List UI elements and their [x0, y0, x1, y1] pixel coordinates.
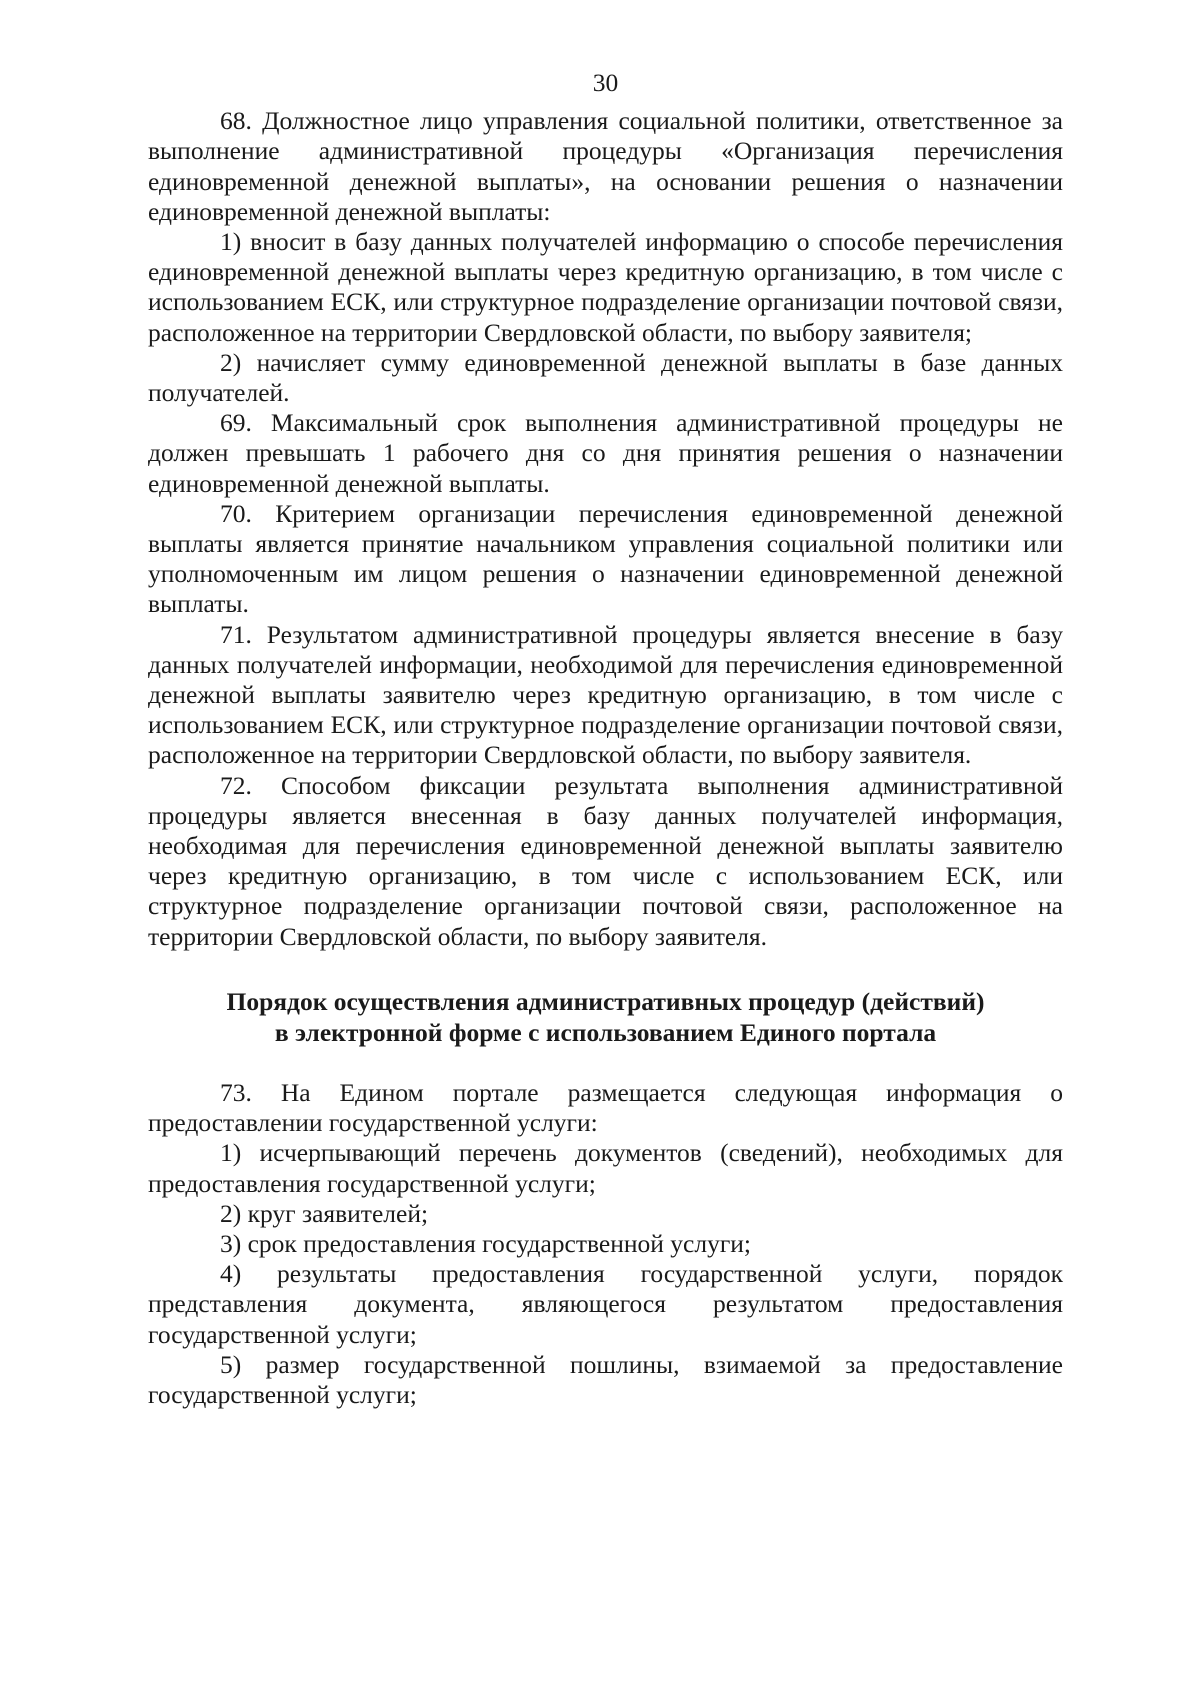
section-heading-line-2: в электронной форме с использованием Единого портала: [274, 1017, 937, 1047]
list-item-73-3: 3) срок предоставления государственной услуги;: [220, 1228, 752, 1258]
list-item-73-5: 5) размер государственной пошлины, взимаемой за предоставление государственной услуги;: [148, 1349, 1063, 1409]
page-number: 30: [592, 68, 619, 97]
list-item-73-2: 2) круг заявителей;: [220, 1198, 429, 1228]
paragraph-72: 72. Способом фиксации результата выполнения административной процедуры является внесенная в базу данных получателей информация, необходимая для перечисления единовременной денежной выплаты заявителю через кредитную организацию, в том числе с использованием ЕСК, или структурное подразделение организации почтовой связи, расположенное на территории Свердловской области, по выбору заявителя.: [148, 770, 1063, 951]
section-heading: [148, 986, 1063, 1048]
list-item-68-1: 1) вносит в базу данных получателей информацию о способе перечисления единовременной денежной выплаты через кредитную организацию, в том числе с использованием ЕСК, или структурное подразделение организации почтовой связи, расположенное на территории Свердловской области, по выбору заявителя;: [148, 227, 1063, 347]
list-item-68-2: 2) начисляет сумму единовременной денежной выплаты в базе данных получателей.: [148, 347, 1063, 408]
paragraph-70: 70. Критерием организации перечисления единовременной денежной выплаты является принятие начальником управления социальной политики или уполномоченным им лицом решения о назначении единовременной денежной выплаты.: [148, 498, 1063, 619]
list-item-73-4: 4) результаты предоставления государственной услуги, порядок представления документа, являющегося результатом предоставления государственной услуги;: [148, 1259, 1063, 1349]
list-item-73-1: 1) исчерпывающий перечень документов (сведений), необходимых для предоставления государственной услуги;: [148, 1138, 1063, 1198]
paragraph-68: 68. Должностное лицо управления социальной политики, ответственное за выполнение административной процедуры «Организация перечисления единовременной денежной выплаты», на основании решения о назначении единовременной денежной выплаты:: [148, 106, 1063, 226]
paragraph-71: 71. Результатом административной процедуры является внесение в базу данных получателей информации, необходимой для перечисления единовременной денежной выплаты заявителю через кредитную организацию, в том числе с использованием ЕСК, или структурное подразделение организации почтовой связи, расположенное на территории Свердловской области, по выбору заявителя.: [148, 619, 1063, 770]
paragraph-73: 73. На Едином портале размещается следующая информация о предоставлении государственной услуги:: [148, 1077, 1063, 1138]
document-page: [148, 68, 1063, 1410]
section-heading-line-1: Порядок осуществления административных процедур (действий): [226, 986, 985, 1016]
paragraph-69: 69. Максимальный срок выполнения административной процедуры не должен превышать 1 рабочего дня со дня принятия решения о назначении единовременной денежной выплаты.: [148, 408, 1063, 498]
